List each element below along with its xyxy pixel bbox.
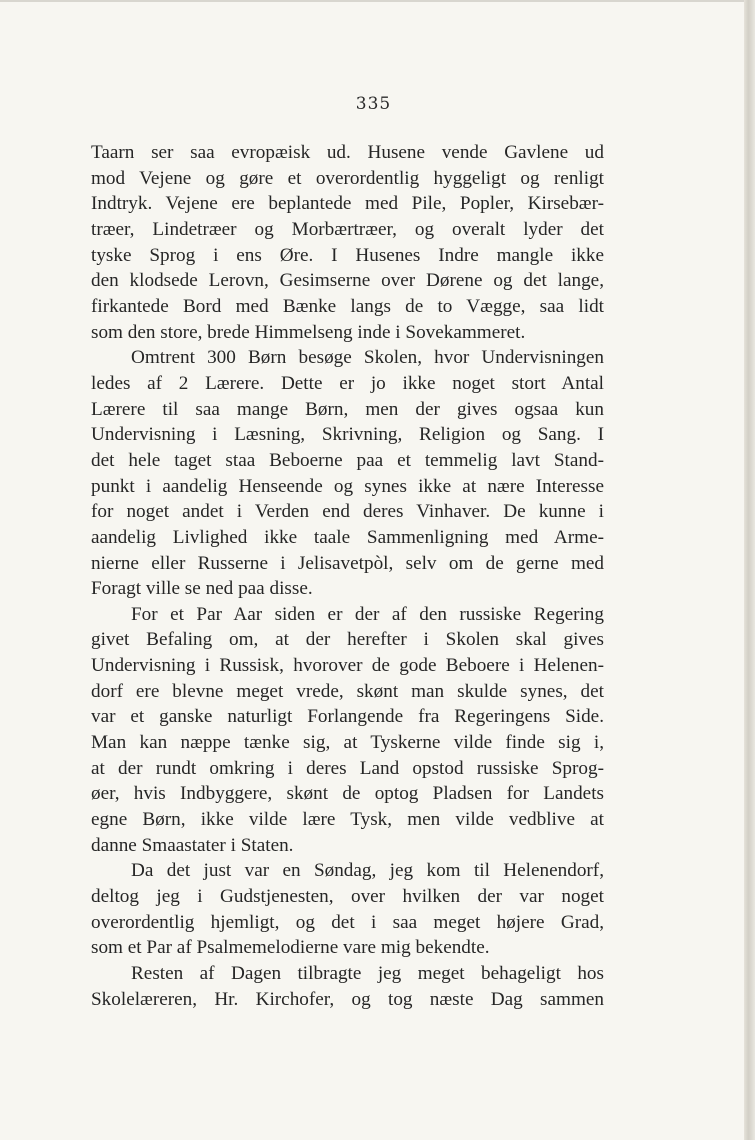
- text-line: den klodsede Lerovn, Gesimserne over Dørene og det lange,: [91, 270, 604, 292]
- text-line: Skolelæreren, Hr. Kirchofer, og tog næste Dag sammen: [91, 988, 604, 1010]
- text-line: Lærere til saa mange Børn, men der gives ogsaa kun: [91, 398, 604, 420]
- page-number: 335: [355, 94, 392, 114]
- text-line: Undervisning i Russisk, hvorover de gode Beboere i Helenen-: [91, 655, 604, 677]
- text-line: øer, hvis Indbyggere, skønt de optog Pladsen for Landets: [91, 783, 604, 805]
- text-line: nierne eller Russerne i Jelisavetpòl, selv om de gerne med: [91, 552, 604, 574]
- text-line: dorf ere blevne meget vrede, skønt man skulde synes, det: [91, 680, 604, 702]
- text-line: at der rundt omkring i deres Land opstod russiske Sprog-: [91, 757, 604, 779]
- text-line: Da det just var en Søndag, jeg kom til Helenendorf,: [131, 860, 604, 882]
- text-line: som den store, brede Himmelseng inde i Sovekammeret.: [91, 321, 526, 343]
- paragraph-2: [91, 345, 604, 602]
- text-line: Resten af Dagen tilbragte jeg meget behageligt hos: [131, 963, 604, 984]
- text-line: tyske Sprog i ens Øre. I Husenes Indre mangle ikke: [91, 244, 604, 266]
- paragraph-5: [91, 961, 604, 1012]
- text-line: For et Par Aar siden er der af den russiske Regering: [131, 603, 604, 625]
- text-line: deltog jeg i Gudstjenesten, over hvilken der var noget: [91, 886, 604, 908]
- page-edge-shadow: [744, 0, 755, 1140]
- text-line: var et ganske naturligt Forlangende fra Regeringens Side.: [91, 706, 604, 728]
- text-line: Foragt ville se ned paa disse.: [91, 578, 313, 600]
- text-line: Man kan næppe tænke sig, at Tyskerne vilde finde sig i,: [91, 732, 604, 754]
- text-line: Undervisning i Læsning, Skrivning, Religion og Sang. I: [91, 424, 604, 446]
- text-line: mod Vejene og gøre et overordentlig hyggeligt og renligt: [91, 167, 604, 189]
- text-line: det hele taget staa Beboerne paa et temmelig lavt Stand-: [91, 449, 604, 471]
- text-line: Taarn ser saa evropæisk ud. Husene vende Gavlene ud: [91, 142, 604, 163]
- body-text: [91, 140, 604, 1012]
- text-line: egne Børn, ikke vilde lære Tysk, men vilde vedblive at: [91, 809, 604, 831]
- paragraph-4: [91, 858, 604, 961]
- text-line: punkt i aandelig Henseende og synes ikke at nære Interesse: [91, 475, 604, 497]
- text-line: ledes af 2 Lærere. Dette er jo ikke noget stort Antal: [91, 372, 604, 394]
- paragraph-1: [91, 140, 604, 345]
- text-line: givet Befaling om, at der herefter i Skolen skal gives: [91, 629, 604, 651]
- text-line: Indtryk. Vejene ere beplantede med Pile, Popler, Kirsebær-: [91, 193, 604, 215]
- text-line: danne Smaastater i Staten.: [91, 834, 294, 856]
- text-line: for noget andet i Verden end deres Vinhaver. De kunne i: [91, 501, 604, 523]
- text-line: Omtrent 300 Børn besøge Skolen, hvor Undervisningen: [131, 347, 604, 369]
- text-line: overordentlig hjemligt, og det i saa meget højere Grad,: [91, 911, 604, 933]
- text-line: træer, Lindetræer og Morbærtræer, og overalt lyder det: [91, 218, 604, 240]
- paragraph-3: [91, 602, 604, 859]
- text-line: som et Par af Psalmemelodierne vare mig bekendte.: [91, 937, 490, 959]
- text-line: aandelig Livlighed ikke taale Sammenligning med Arme-: [91, 526, 604, 548]
- text-line: firkantede Bord med Bænke langs de to Vægge, saa lidt: [91, 295, 604, 317]
